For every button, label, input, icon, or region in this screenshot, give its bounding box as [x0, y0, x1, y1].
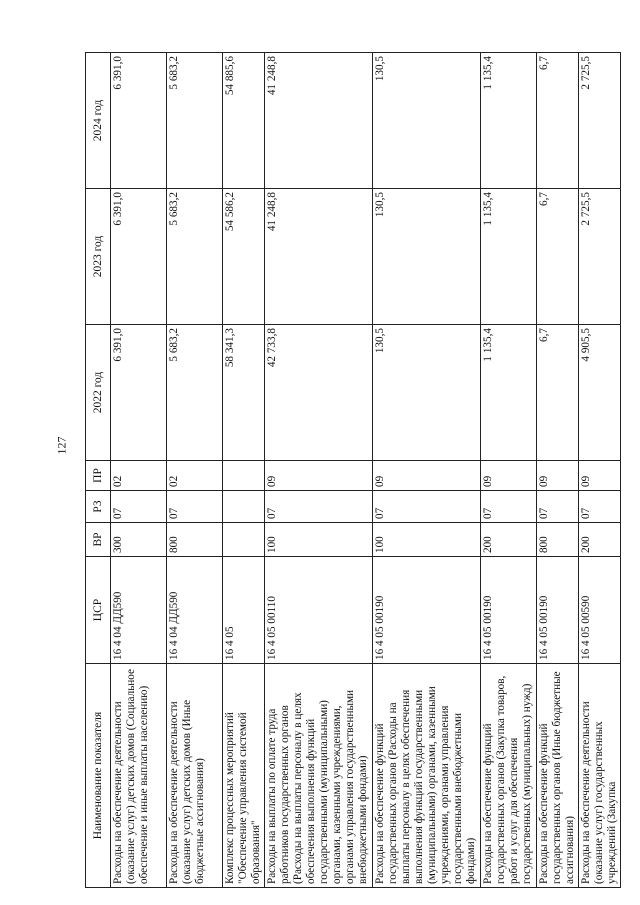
row-vr: 100	[265, 523, 373, 557]
row-pr: 09	[373, 461, 481, 491]
header-csr: ЦСР	[86, 557, 111, 664]
table-row	[537, 53, 579, 888]
row-2022: 58 341,3	[223, 325, 265, 461]
row-csr: 16 4 04 ДД590	[167, 557, 223, 664]
row-pr: 09	[265, 461, 373, 491]
row-rz: 07	[167, 491, 223, 523]
row-2022: 130,5	[373, 325, 481, 461]
row-2022: 42 733,8	[265, 325, 373, 461]
table-row	[373, 53, 481, 888]
row-2023: 5 683,2	[167, 189, 223, 325]
row-2022: 5 683,2	[167, 325, 223, 461]
row-name: Расходы на обеспечение функций государственных органов (Расходы на выплаты персоналу в целях обеспечения выполнения функций государственными (муниципальными) органами, казенными учреждениями, органами управления государственными внебюджетными фондами)	[373, 664, 481, 888]
row-2023: 2 725,5	[579, 189, 621, 325]
row-pr: 09	[481, 461, 537, 491]
row-csr: 16 4 05 00110	[265, 557, 373, 664]
row-csr: 16 4 05 00590	[579, 557, 621, 664]
row-name: Расходы на обеспечение функций государственных органов (Закупка товаров, работ и услуг для обеспечения государственных (муниципальных) нужд)	[481, 664, 537, 888]
header-name: Наименование показателя	[86, 664, 111, 888]
row-2023: 6,7	[537, 189, 579, 325]
header-row	[86, 53, 111, 888]
row-2024: 54 885,6	[223, 53, 265, 189]
row-vr: 200	[579, 523, 621, 557]
row-rz: 07	[481, 491, 537, 523]
row-2024: 5 683,2	[167, 53, 223, 189]
budget-table	[85, 52, 621, 888]
header-2022: 2022 год	[86, 325, 111, 461]
row-pr: 09	[537, 461, 579, 491]
row-vr	[223, 523, 265, 557]
row-2023: 130,5	[373, 189, 481, 325]
row-name: Расходы на обеспечение деятельности (оказание услуг) государственных учреждений (Закупка	[579, 664, 621, 888]
row-2024: 1 135,4	[481, 53, 537, 189]
row-csr: 16 4 04 ДД590	[111, 557, 167, 664]
row-pr: 02	[111, 461, 167, 491]
row-name: Расходы на обеспечение деятельности (оказание услуг) детских домов (Социальное обеспечение и иные выплаты населению)	[111, 664, 167, 888]
row-csr: 16 4 05	[223, 557, 265, 664]
row-2023: 6 391,0	[111, 189, 167, 325]
row-vr: 800	[537, 523, 579, 557]
row-name: Расходы на выплаты по оплате труда работников государственных органов (Расходы на выплаты персоналу в целях обеспечения выполнения функций государственными (муниципальными) органами, казенными учреждениями, органами управления государственными внебюджетными фондами)	[265, 664, 373, 888]
row-name: Расходы на обеспечение деятельности (оказание услуг) детских домов (Иные бюджетные ассигнования)	[167, 664, 223, 888]
row-2023: 41 248,8	[265, 189, 373, 325]
row-rz: 07	[265, 491, 373, 523]
row-name: Комплекс процессных мероприятий "Обеспечение управления системой образования"	[223, 664, 265, 888]
row-csr: 16 4 05 00190	[373, 557, 481, 664]
row-2022: 6 391,0	[111, 325, 167, 461]
row-rz: 07	[537, 491, 579, 523]
row-2023: 1 135,4	[481, 189, 537, 325]
row-vr: 200	[481, 523, 537, 557]
row-2022: 1 135,4	[481, 325, 537, 461]
row-rz: 07	[373, 491, 481, 523]
row-csr: 16 4 05 00190	[537, 557, 579, 664]
row-vr: 800	[167, 523, 223, 557]
header-rz: РЗ	[86, 491, 111, 523]
row-csr: 16 4 05 00190	[481, 557, 537, 664]
row-rz	[223, 491, 265, 523]
row-rz: 07	[579, 491, 621, 523]
row-name: Расходы на обеспечение функций государственных органов (Иные бюджетные ассигнования)	[537, 664, 579, 888]
row-pr: 02	[167, 461, 223, 491]
table-row	[481, 53, 537, 888]
table-row	[167, 53, 223, 888]
table-row	[265, 53, 373, 888]
row-2024: 2 725,5	[579, 53, 621, 189]
row-2022: 4 905,5	[579, 325, 621, 461]
page-number: 127	[54, 436, 69, 455]
table-row	[223, 53, 265, 888]
table-row	[111, 53, 167, 888]
header-vr: ВР	[86, 523, 111, 557]
row-2024: 6,7	[537, 53, 579, 189]
header-pr: ПР	[86, 461, 111, 491]
table-row	[579, 53, 621, 888]
row-2023: 54 586,2	[223, 189, 265, 325]
row-vr: 100	[373, 523, 481, 557]
rotated-table-container	[85, 53, 618, 888]
header-2024: 2024 год	[86, 53, 111, 189]
row-2024: 6 391,0	[111, 53, 167, 189]
row-rz: 07	[111, 491, 167, 523]
row-2022: 6,7	[537, 325, 579, 461]
header-2023: 2023 год	[86, 189, 111, 325]
row-2024: 130,5	[373, 53, 481, 189]
row-vr: 300	[111, 523, 167, 557]
row-2024: 41 248,8	[265, 53, 373, 189]
row-pr: 09	[579, 461, 621, 491]
row-pr	[223, 461, 265, 491]
